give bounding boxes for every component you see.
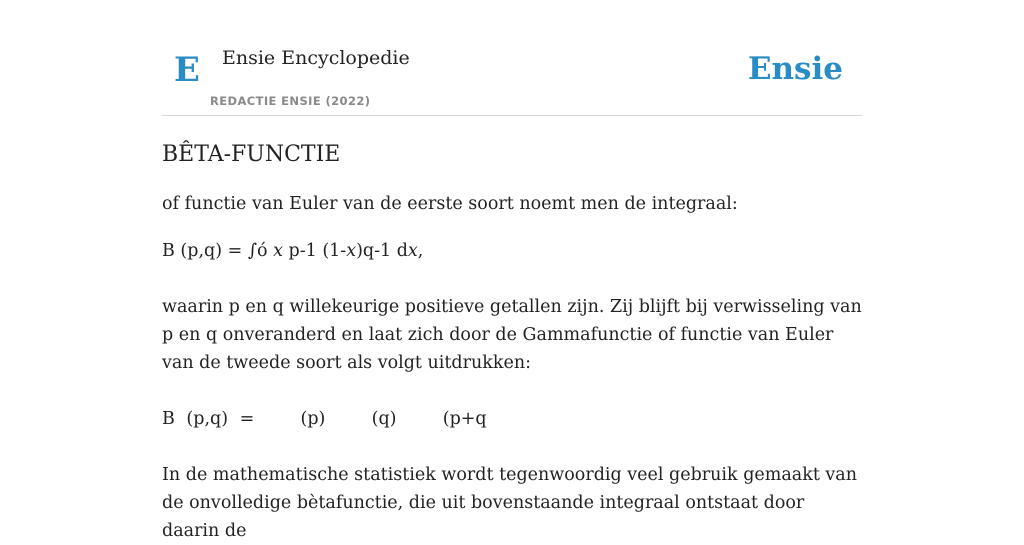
article-body [162, 140, 862, 545]
body-paragraph: waarin p en q willekeurige positieve getallen zijn. Zij blijft bij verwisseling van p en q onveranderd en laat zich door de Gammafunctie of functie van Euler van de tweede soort als volgt uitdrukken: [162, 297, 862, 373]
header-divider [162, 115, 862, 116]
brand-logo[interactable]: Ensie [747, 51, 843, 87]
body-paragraph-continued: In de mathematische statistiek wordt tegenwoordig veel gebruik gemaakt van de onvolledige bètafunctie, die uit bovenstaande integraal ontstaat door daarin de [162, 465, 858, 541]
author-credit: REDACTIE ENSIE (2022) [210, 94, 371, 108]
page-title: BÊTA-FUNCTIE [162, 142, 341, 167]
logo-mark[interactable]: E [174, 50, 200, 90]
intro-paragraph: of functie van Euler van de eerste soort noemt men de integraal: [162, 194, 738, 214]
gamma-relation-formula: B (p,q) = (p) (q) (p+q [162, 409, 487, 429]
site-title[interactable]: Ensie Encyclopedie [222, 47, 410, 69]
beta-integral-formula: B (p,q) = ∫ó x p-1 (1-x)q-1 dx, [162, 241, 424, 261]
